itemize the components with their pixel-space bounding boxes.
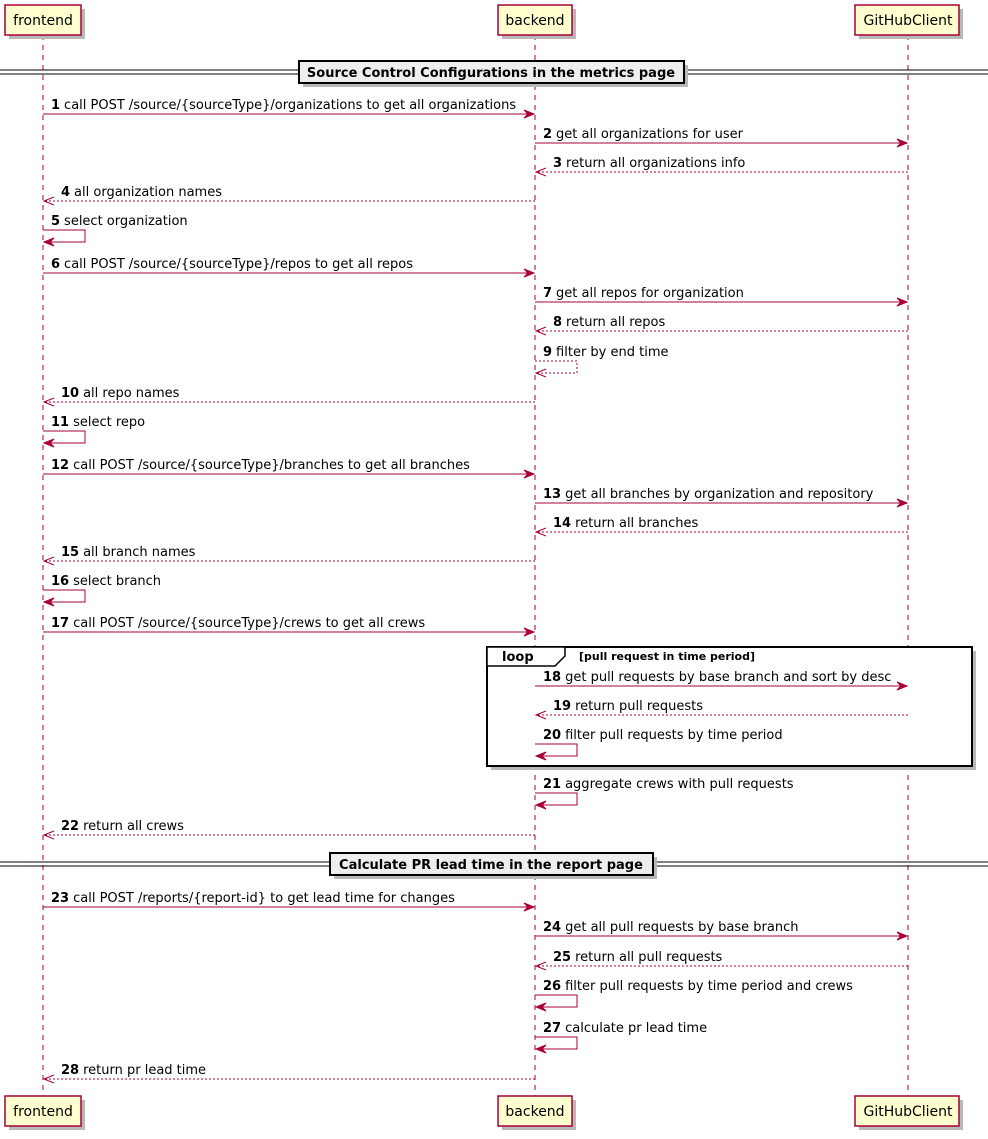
- message-text: call POST /reports/{report-id} to get lead time for changes: [73, 891, 455, 906]
- participant-github-top: [855, 5, 963, 39]
- message-22: [44, 819, 535, 839]
- loop-condition: [pull request in time period]: [579, 650, 755, 663]
- message-number: 14: [553, 516, 572, 531]
- message-number: 11: [51, 415, 70, 430]
- message-9: [535, 345, 669, 377]
- message-number: 19: [553, 699, 572, 714]
- divider-label: Calculate PR lead time in the report page: [339, 858, 643, 873]
- message-label: [51, 415, 145, 430]
- message-text: call POST /source/{sourceType}/branches to get all branches: [73, 458, 470, 473]
- message-1: [43, 98, 534, 118]
- message-number: 18: [543, 670, 562, 685]
- message-16: [43, 574, 161, 606]
- message-label: [553, 315, 666, 330]
- message-text: select branch: [73, 574, 162, 589]
- message-number: 27: [543, 1021, 562, 1036]
- message-label: [51, 257, 413, 272]
- message-number: 6: [51, 257, 61, 272]
- message-label: [61, 185, 222, 200]
- loop-keyword: loop: [502, 650, 534, 665]
- message-text: aggregate crews with pull requests: [565, 777, 794, 792]
- message-label: [543, 979, 853, 994]
- message-text: return all repos: [566, 315, 666, 330]
- participant-label: frontend: [13, 1104, 73, 1120]
- message-text: all repo names: [83, 386, 180, 401]
- message-17: [43, 616, 534, 636]
- message-label: [543, 777, 794, 792]
- message-text: get all organizations for user: [556, 127, 743, 142]
- message-2: [535, 127, 907, 147]
- message-number: 24: [543, 920, 562, 935]
- participant-backend-top: [498, 5, 576, 39]
- message-14: [536, 516, 908, 536]
- message-label: [51, 98, 516, 113]
- message-text: get all branches by organization and repository: [565, 487, 874, 502]
- message-number: 23: [51, 891, 70, 906]
- message-number: 4: [61, 185, 71, 200]
- message-label: [553, 516, 698, 531]
- message-text: calculate pr lead time: [565, 1021, 708, 1036]
- divider-metrics-page: [0, 61, 988, 87]
- message-text: return pr lead time: [83, 1063, 207, 1078]
- message-label: [51, 574, 161, 589]
- divider-label: Source Control Configurations in the metrics page: [306, 66, 676, 81]
- participant-frontend-top: [5, 5, 85, 39]
- message-text: all organization names: [74, 185, 222, 200]
- participant-label: GitHubClient: [863, 13, 953, 29]
- message-text: return all crews: [83, 819, 184, 834]
- message-text: get all repos for organization: [556, 286, 744, 301]
- message-number: 2: [543, 127, 553, 142]
- participant-frontend-bottom: [5, 1096, 85, 1130]
- message-label: [543, 286, 744, 301]
- message-number: 15: [61, 545, 80, 560]
- message-24: [535, 920, 907, 940]
- message-label: [51, 891, 455, 906]
- message-text: return all organizations info: [566, 156, 746, 171]
- message-label: [61, 819, 184, 834]
- message-number: 17: [51, 616, 70, 631]
- message-label: [543, 728, 783, 743]
- message-text: filter pull requests by time period: [565, 728, 783, 743]
- message-23: [43, 891, 534, 911]
- message-8: [536, 315, 908, 335]
- message-number: 3: [553, 156, 563, 171]
- participants: [5, 5, 963, 1130]
- message-27: [535, 1021, 707, 1053]
- message-number: 8: [553, 315, 563, 330]
- participant-backend-bottom: [498, 1096, 576, 1130]
- message-number: 10: [61, 386, 80, 401]
- message-label: [543, 920, 798, 935]
- message-label: [553, 950, 723, 965]
- message-number: 13: [543, 487, 562, 502]
- message-number: 28: [61, 1063, 80, 1078]
- message-text: call POST /source/{sourceType}/crews to get all crews: [73, 616, 426, 631]
- message-text: return pull requests: [575, 699, 704, 714]
- message-text: select organization: [64, 214, 188, 229]
- message-7: [535, 286, 907, 306]
- participant-label: frontend: [13, 13, 73, 29]
- message-label: [543, 1021, 707, 1036]
- message-label: [543, 345, 669, 360]
- message-11: [43, 415, 145, 447]
- message-label: [543, 127, 744, 142]
- message-25: [536, 950, 908, 970]
- message-number: 5: [51, 214, 61, 229]
- message-label: [51, 458, 470, 473]
- message-number: 1: [51, 98, 61, 113]
- message-text: call POST /source/{sourceType}/organizations to get all organizations: [64, 98, 517, 113]
- message-text: call POST /source/{sourceType}/repos to get all repos: [64, 257, 413, 272]
- message-label: [51, 616, 425, 631]
- message-text: select repo: [73, 415, 146, 430]
- message-number: 25: [553, 950, 572, 965]
- message-6: [43, 257, 534, 277]
- message-26: [535, 979, 853, 1011]
- message-4: [44, 185, 535, 205]
- message-13: [535, 487, 907, 507]
- message-label: [553, 156, 745, 171]
- message-text: return all branches: [575, 516, 699, 531]
- message-number: 12: [51, 458, 70, 473]
- message-number: 7: [543, 286, 553, 301]
- participant-label: backend: [505, 1104, 565, 1120]
- message-number: 26: [543, 979, 562, 994]
- message-label: [61, 1063, 206, 1078]
- message-28: [44, 1063, 535, 1083]
- message-5: [43, 214, 188, 246]
- message-label: [61, 386, 180, 401]
- message-3: [536, 156, 908, 176]
- messages: [43, 98, 908, 1083]
- message-label: [51, 214, 188, 229]
- message-text: return all pull requests: [575, 950, 723, 965]
- message-10: [44, 386, 535, 406]
- message-text: all branch names: [83, 545, 196, 560]
- message-number: 21: [543, 777, 562, 792]
- message-text: get all pull requests by base branch: [565, 920, 799, 935]
- message-number: 9: [543, 345, 553, 360]
- participant-label: GitHubClient: [863, 1104, 953, 1120]
- message-text: get pull requests by base branch and sort by desc: [565, 670, 892, 685]
- message-label: [543, 670, 891, 685]
- message-text: filter by end time: [556, 345, 669, 360]
- message-text: filter pull requests by time period and crews: [565, 979, 853, 994]
- message-15: [44, 545, 535, 565]
- participant-label: backend: [505, 13, 565, 29]
- message-12: [43, 458, 534, 478]
- message-number: 20: [543, 728, 562, 743]
- message-number: 22: [61, 819, 80, 834]
- message-label: [61, 545, 196, 560]
- message-label: [543, 487, 874, 502]
- message-number: 16: [51, 574, 70, 589]
- message-21: [535, 777, 794, 809]
- divider-report-page: [0, 853, 988, 879]
- message-label: [553, 699, 703, 714]
- participant-github-bottom: [855, 1096, 963, 1130]
